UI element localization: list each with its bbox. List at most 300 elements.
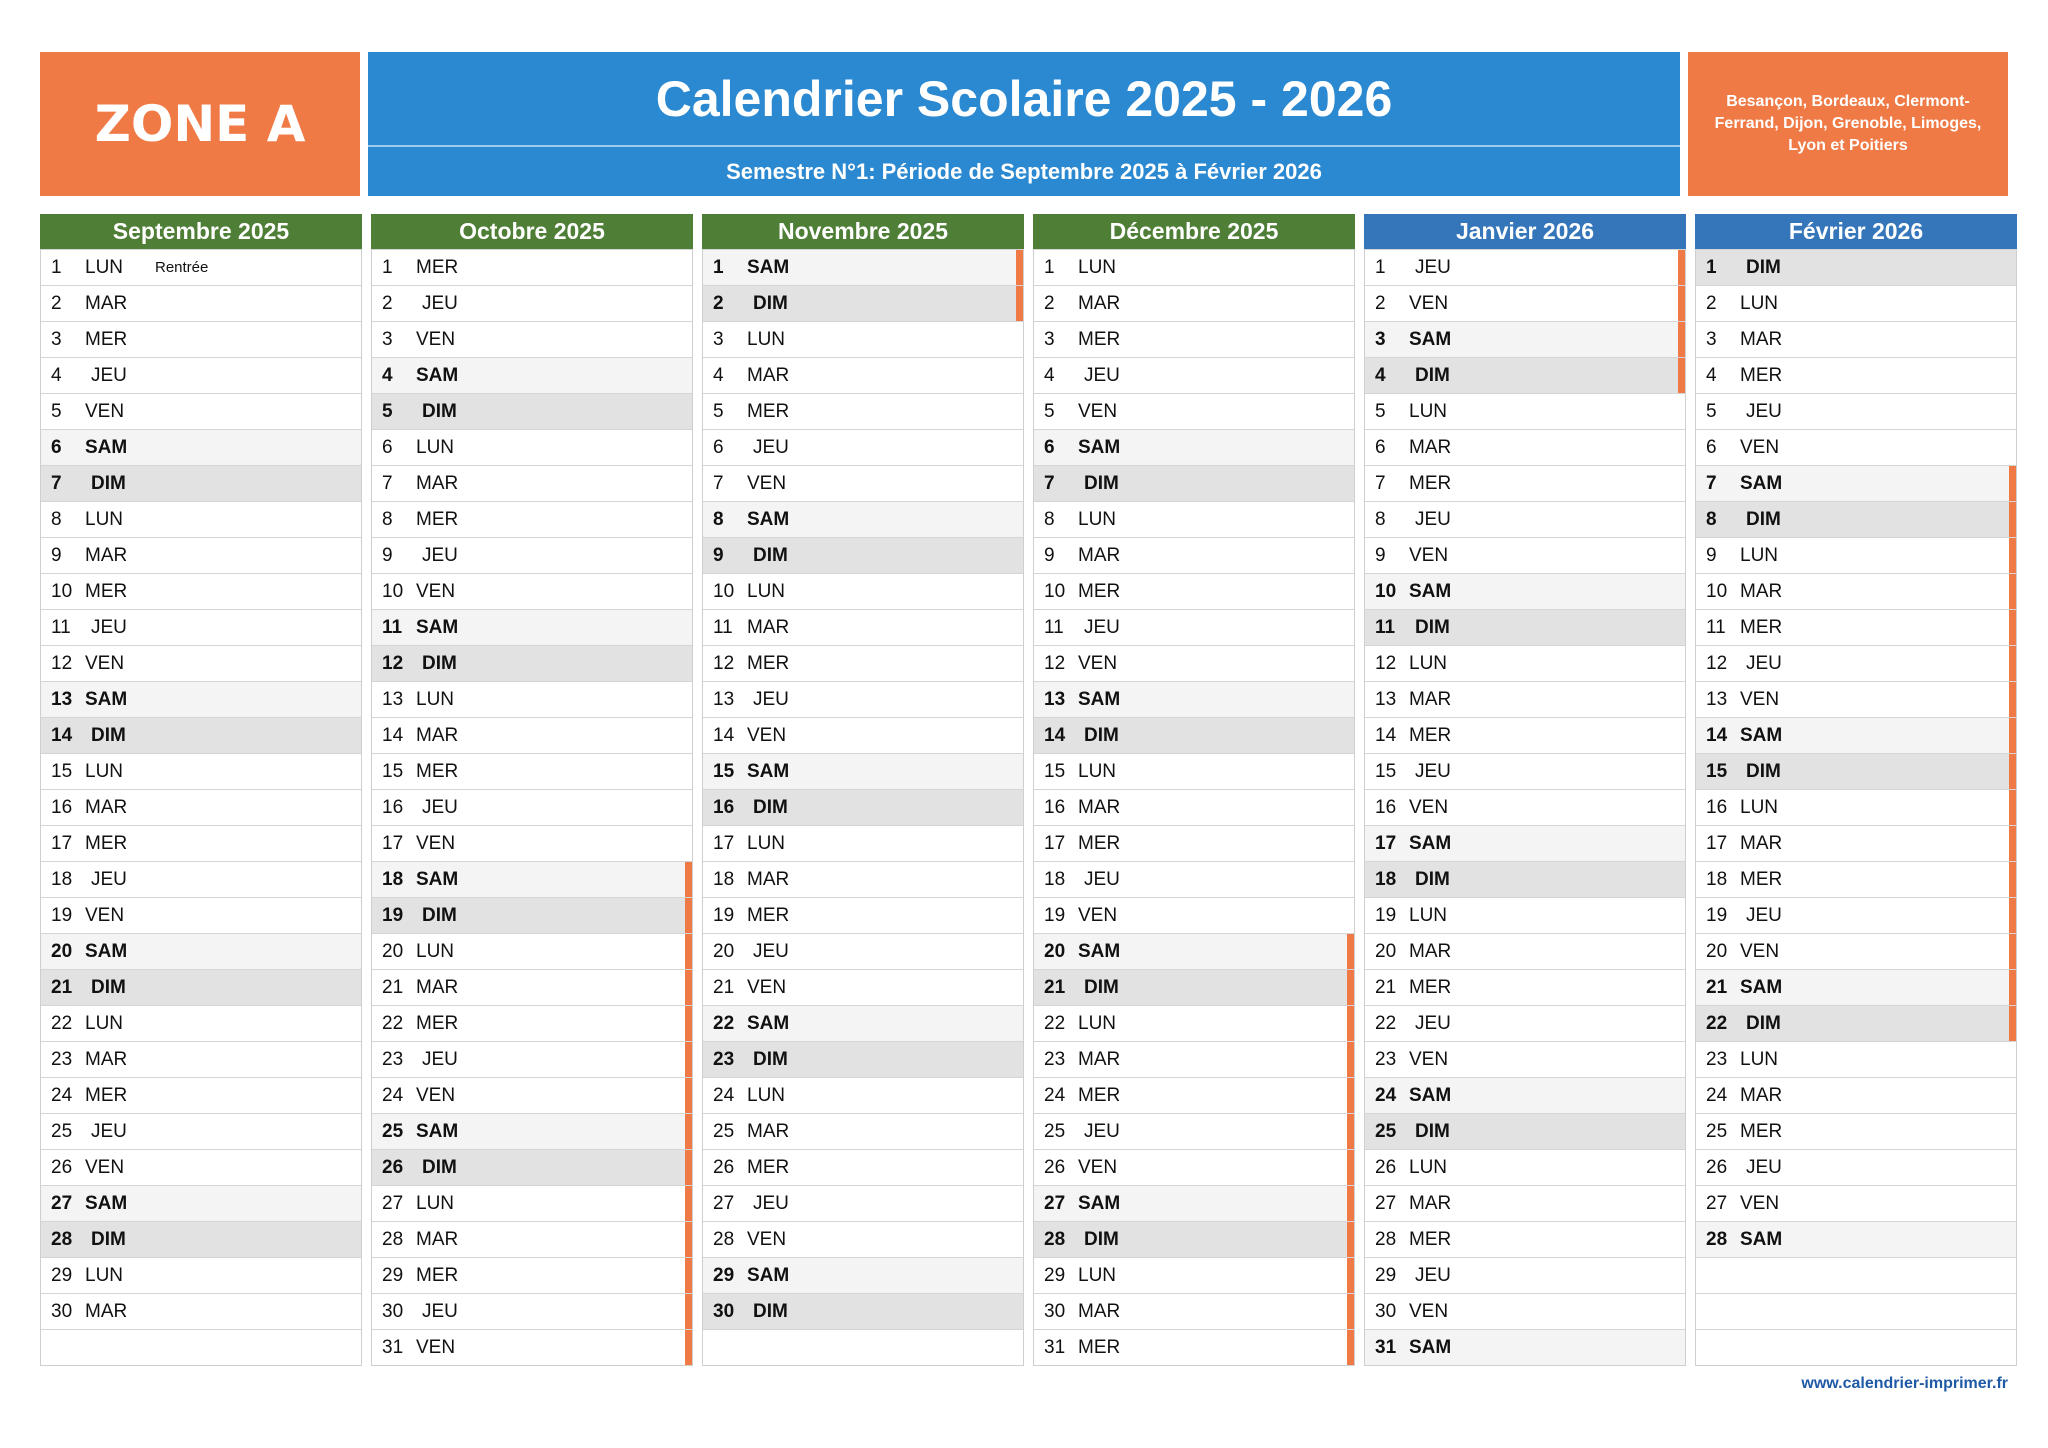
weekday-label: JEU: [422, 1300, 458, 1322]
day-number: 13: [51, 688, 73, 710]
weekday-label: MAR: [1740, 1084, 1783, 1106]
day-row: [1034, 681, 1354, 717]
day-number: 30: [51, 1300, 73, 1322]
day-row: [1696, 465, 2016, 501]
weekday-label: JEU: [753, 1192, 789, 1214]
day-row: [41, 681, 361, 717]
day-row: [1365, 1005, 1685, 1041]
day-number: 11: [382, 616, 403, 638]
weekday-label: SAM: [85, 1192, 128, 1214]
day-row: [1365, 537, 1685, 573]
day-row: [703, 1005, 1023, 1041]
weekday-label: JEU: [1084, 868, 1120, 890]
month-header: Octobre 2025: [371, 214, 693, 249]
day-row: [1696, 1149, 2016, 1185]
day-number: 1: [1044, 256, 1055, 278]
weekday-label: MER: [1078, 832, 1121, 854]
weekday-label: LUN: [1078, 256, 1117, 278]
day-number: 7: [51, 472, 62, 494]
weekday-label: VEN: [1740, 688, 1780, 710]
weekday-label: SAM: [85, 940, 128, 962]
weekday-label: MER: [85, 832, 128, 854]
holiday-marker: [2009, 898, 2016, 933]
weekday-label: MER: [1740, 364, 1783, 386]
day-row: [1696, 717, 2016, 753]
holiday-marker: [685, 898, 692, 933]
day-number: 16: [382, 796, 404, 818]
day-row: [1696, 933, 2016, 969]
day-number: 18: [382, 868, 404, 890]
day-row: [372, 357, 692, 393]
day-row: [1034, 393, 1354, 429]
day-row: [1365, 321, 1685, 357]
day-number: 30: [1375, 1300, 1397, 1322]
day-row: [1365, 717, 1685, 753]
page-title: Calendrier Scolaire 2025 - 2026: [655, 70, 1393, 127]
weekday-label: VEN: [1409, 1048, 1449, 1070]
month-column: [702, 214, 1024, 1366]
weekday-label: VEN: [1409, 1300, 1449, 1322]
day-row: [703, 1149, 1023, 1185]
day-number: 21: [1706, 976, 1728, 998]
day-row: [1696, 753, 2016, 789]
day-row: [1034, 861, 1354, 897]
empty-row: [1696, 1293, 2016, 1329]
weekday-label: MER: [1740, 616, 1783, 638]
weekday-label: VEN: [747, 724, 787, 746]
day-row: [41, 1149, 361, 1185]
weekday-label: LUN: [747, 580, 786, 602]
holiday-marker: [1678, 358, 1685, 393]
day-row: [1034, 537, 1354, 573]
holiday-marker: [685, 1294, 692, 1329]
holiday-marker: [685, 1150, 692, 1185]
day-number: 5: [713, 400, 724, 422]
weekday-label: MER: [747, 1156, 790, 1178]
day-number: 31: [382, 1336, 404, 1358]
day-number: 9: [382, 544, 393, 566]
weekday-label: MAR: [1409, 436, 1452, 458]
day-number: 1: [1706, 256, 1717, 278]
day-number: 19: [1044, 904, 1066, 926]
holiday-marker: [2009, 862, 2016, 897]
day-number: 25: [1375, 1120, 1397, 1142]
day-number: 29: [51, 1264, 73, 1286]
day-row: [372, 897, 692, 933]
weekday-label: LUN: [747, 1084, 786, 1106]
day-number: 30: [382, 1300, 404, 1322]
day-number: 10: [382, 580, 404, 602]
day-row: [372, 825, 692, 861]
weekday-label: MER: [1409, 976, 1452, 998]
weekday-label: JEU: [1084, 1120, 1120, 1142]
day-row: [1696, 1185, 2016, 1221]
day-row: [1034, 501, 1354, 537]
day-row: [372, 573, 692, 609]
weekday-label: SAM: [1409, 328, 1452, 350]
day-row: [1696, 429, 2016, 465]
holiday-marker: [2009, 826, 2016, 861]
weekday-label: MER: [85, 1084, 128, 1106]
weekday-label: LUN: [747, 328, 786, 350]
day-number: 24: [382, 1084, 404, 1106]
day-number: 30: [1044, 1300, 1066, 1322]
day-number: 21: [51, 976, 73, 998]
day-number: 23: [1044, 1048, 1066, 1070]
weekday-label: DIM: [91, 724, 126, 746]
day-row: [1034, 753, 1354, 789]
day-row: [703, 357, 1023, 393]
holiday-marker: [2009, 970, 2016, 1005]
day-row: [41, 825, 361, 861]
day-number: 14: [1706, 724, 1728, 746]
day-row: [703, 1077, 1023, 1113]
day-row: [1696, 1077, 2016, 1113]
day-row: [1034, 429, 1354, 465]
day-number: 19: [1375, 904, 1397, 926]
day-number: 18: [51, 868, 73, 890]
day-row: [372, 1221, 692, 1257]
day-row: [41, 1185, 361, 1221]
weekday-label: DIM: [1415, 616, 1450, 638]
month-column: [1033, 214, 1355, 1366]
day-row: [703, 717, 1023, 753]
day-number: 10: [713, 580, 735, 602]
day-number: 9: [713, 544, 724, 566]
day-number: 16: [1044, 796, 1066, 818]
day-number: 13: [1706, 688, 1728, 710]
weekday-label: MAR: [85, 796, 128, 818]
day-number: 22: [51, 1012, 73, 1034]
weekday-label: DIM: [422, 652, 457, 674]
day-row: [1034, 897, 1354, 933]
weekday-label: DIM: [753, 292, 788, 314]
weekday-label: MAR: [1078, 1300, 1121, 1322]
day-row: [1696, 645, 2016, 681]
day-row: [41, 429, 361, 465]
weekday-label: SAM: [85, 436, 128, 458]
day-number: 21: [1044, 976, 1066, 998]
weekday-label: MAR: [1409, 1192, 1452, 1214]
day-row: [703, 609, 1023, 645]
weekday-label: DIM: [1746, 256, 1781, 278]
weekday-label: JEU: [422, 796, 458, 818]
weekday-label: LUN: [747, 832, 786, 854]
day-number: 11: [1044, 616, 1064, 638]
day-row: [1034, 1077, 1354, 1113]
day-number: 5: [382, 400, 393, 422]
day-number: 12: [382, 652, 404, 674]
weekday-label: SAM: [416, 1120, 459, 1142]
day-row: [372, 1149, 692, 1185]
empty-row: [1696, 1329, 2016, 1365]
day-number: 31: [1375, 1336, 1397, 1358]
weekday-label: SAM: [1409, 832, 1452, 854]
weekday-label: LUN: [1078, 1012, 1117, 1034]
day-number: 22: [1044, 1012, 1066, 1034]
weekday-label: SAM: [416, 868, 459, 890]
weekday-label: VEN: [85, 1156, 125, 1178]
day-row: [703, 285, 1023, 321]
weekday-label: DIM: [422, 1156, 457, 1178]
day-number: 3: [1375, 328, 1386, 350]
day-row: [1696, 609, 2016, 645]
weekday-label: MAR: [1740, 832, 1783, 854]
day-number: 17: [713, 832, 735, 854]
cities-list: Besançon, Bordeaux, Clermont-Ferrand, Dijon, Grenoble, Limoges, Lyon et Poitiers: [1688, 52, 2008, 196]
day-row: [41, 1221, 361, 1257]
day-number: 12: [1706, 652, 1728, 674]
holiday-marker: [685, 1222, 692, 1257]
weekday-label: SAM: [747, 760, 790, 782]
day-row: [703, 645, 1023, 681]
weekday-label: JEU: [1746, 652, 1782, 674]
day-number: 8: [1375, 508, 1386, 530]
day-row: [703, 1293, 1023, 1329]
day-number: 7: [713, 472, 724, 494]
weekday-label: VEN: [1740, 940, 1780, 962]
day-row: [703, 933, 1023, 969]
day-number: 23: [1706, 1048, 1728, 1070]
day-number: 20: [51, 940, 73, 962]
weekday-label: SAM: [1409, 580, 1452, 602]
weekday-label: VEN: [85, 400, 125, 422]
weekday-label: DIM: [753, 796, 788, 818]
day-number: 2: [382, 292, 393, 314]
day-number: 23: [1375, 1048, 1397, 1070]
weekday-label: MAR: [85, 1300, 128, 1322]
day-row: [703, 753, 1023, 789]
day-row: [372, 1005, 692, 1041]
day-number: 4: [1375, 364, 1386, 386]
weekday-label: MAR: [1078, 544, 1121, 566]
day-row: [41, 789, 361, 825]
weekday-label: LUN: [1740, 796, 1779, 818]
weekday-label: SAM: [1078, 688, 1121, 710]
day-number: 15: [1044, 760, 1066, 782]
day-number: 7: [1706, 472, 1717, 494]
day-number: 12: [51, 652, 73, 674]
weekday-label: LUN: [416, 436, 455, 458]
day-number: 31: [1044, 1336, 1066, 1358]
day-number: 1: [382, 256, 393, 278]
day-number: 9: [51, 544, 62, 566]
weekday-label: JEU: [1415, 1012, 1451, 1034]
day-row: [1696, 861, 2016, 897]
weekday-label: MER: [416, 1012, 459, 1034]
day-number: 4: [1044, 364, 1055, 386]
weekday-label: JEU: [1084, 616, 1120, 638]
weekday-label: VEN: [1740, 436, 1780, 458]
day-number: 27: [1706, 1192, 1728, 1214]
day-row: [1365, 573, 1685, 609]
day-number: 6: [1044, 436, 1055, 458]
weekday-label: SAM: [1409, 1336, 1452, 1358]
day-row: [703, 1113, 1023, 1149]
day-number: 2: [1375, 292, 1386, 314]
day-number: 15: [382, 760, 404, 782]
holiday-marker: [2009, 502, 2016, 537]
weekday-label: JEU: [753, 688, 789, 710]
day-number: 11: [51, 616, 71, 638]
day-row: [1365, 1041, 1685, 1077]
day-row: [372, 1257, 692, 1293]
holiday-marker: [1347, 1078, 1354, 1113]
weekday-label: VEN: [1409, 292, 1449, 314]
day-row: [1365, 969, 1685, 1005]
day-row: [1696, 501, 2016, 537]
day-number: 7: [382, 472, 393, 494]
weekday-label: DIM: [1415, 868, 1450, 890]
day-number: 10: [1375, 580, 1397, 602]
day-row: [703, 897, 1023, 933]
day-note: Rentrée: [155, 259, 209, 276]
day-number: 14: [1375, 724, 1397, 746]
weekday-label: DIM: [1084, 724, 1119, 746]
weekday-label: MAR: [1409, 688, 1452, 710]
day-row: [41, 897, 361, 933]
day-number: 4: [382, 364, 393, 386]
weekday-label: LUN: [1078, 1264, 1117, 1286]
day-number: 5: [1044, 400, 1055, 422]
day-row: [1696, 285, 2016, 321]
holiday-marker: [1347, 1042, 1354, 1077]
day-row: [41, 717, 361, 753]
day-number: 19: [1706, 904, 1728, 926]
weekday-label: MAR: [747, 868, 790, 890]
weekday-label: LUN: [1740, 292, 1779, 314]
day-row: [372, 465, 692, 501]
day-row: [1034, 357, 1354, 393]
day-row: [1365, 1221, 1685, 1257]
day-row: [372, 789, 692, 825]
day-number: 28: [382, 1228, 404, 1250]
day-number: 19: [713, 904, 735, 926]
day-row: [1696, 1005, 2016, 1041]
day-number: 17: [382, 832, 404, 854]
day-number: 15: [1375, 760, 1397, 782]
holiday-marker: [2009, 934, 2016, 969]
day-number: 25: [713, 1120, 735, 1142]
day-number: 11: [1706, 616, 1726, 638]
day-row: [41, 933, 361, 969]
day-number: 13: [382, 688, 404, 710]
day-row: [41, 501, 361, 537]
holiday-marker: [1347, 1294, 1354, 1329]
day-number: 26: [1706, 1156, 1728, 1178]
weekday-label: MER: [85, 328, 128, 350]
day-row: [1365, 393, 1685, 429]
day-number: 30: [713, 1300, 735, 1322]
weekday-label: SAM: [1740, 472, 1783, 494]
day-row: [372, 861, 692, 897]
day-row: [1365, 501, 1685, 537]
holiday-marker: [685, 1330, 692, 1365]
website-footer[interactable]: www.calendrier-imprimer.fr: [1801, 1375, 2008, 1392]
holiday-marker: [1347, 1330, 1354, 1365]
day-number: 27: [1044, 1192, 1066, 1214]
weekday-label: DIM: [91, 472, 126, 494]
weekday-label: SAM: [1078, 940, 1121, 962]
day-number: 18: [1706, 868, 1728, 890]
day-number: 28: [1044, 1228, 1066, 1250]
holiday-marker: [685, 1258, 692, 1293]
month-column: [371, 214, 693, 1366]
weekday-label: VEN: [1078, 1156, 1118, 1178]
day-number: 3: [1044, 328, 1055, 350]
day-row: [1365, 1329, 1685, 1365]
day-row: [372, 933, 692, 969]
weekday-label: VEN: [85, 904, 125, 926]
holiday-marker: [685, 934, 692, 969]
day-row: [1034, 1149, 1354, 1185]
day-number: 26: [51, 1156, 73, 1178]
holiday-marker: [2009, 1006, 2016, 1041]
day-number: 1: [51, 256, 62, 278]
weekday-label: LUN: [85, 760, 124, 782]
day-row: [41, 321, 361, 357]
month-column: [1364, 214, 1686, 1366]
day-row: [1034, 1185, 1354, 1221]
page-subtitle: Semestre N°1: Période de Septembre 2025 à Février 2026: [726, 158, 1322, 184]
empty-row: [41, 1329, 361, 1365]
weekday-label: VEN: [1078, 904, 1118, 926]
day-number: 2: [1706, 292, 1717, 314]
weekday-label: MAR: [747, 616, 790, 638]
holiday-marker: [685, 1042, 692, 1077]
day-number: 29: [382, 1264, 404, 1286]
day-number: 21: [713, 976, 735, 998]
weekday-label: LUN: [1409, 1156, 1448, 1178]
empty-row: [1696, 1257, 2016, 1293]
holiday-marker: [1347, 934, 1354, 969]
day-row: [372, 321, 692, 357]
weekday-label: DIM: [1746, 1012, 1781, 1034]
weekday-label: DIM: [91, 976, 126, 998]
day-row: [1696, 681, 2016, 717]
day-row: [1034, 645, 1354, 681]
day-row: [1034, 1041, 1354, 1077]
weekday-label: JEU: [753, 436, 789, 458]
month-header: Février 2026: [1695, 214, 2017, 249]
day-number: 27: [51, 1192, 73, 1214]
holiday-marker: [2009, 718, 2016, 753]
day-number: 22: [713, 1012, 735, 1034]
day-row: [1034, 1113, 1354, 1149]
weekday-label: VEN: [1740, 1192, 1780, 1214]
day-number: 19: [382, 904, 404, 926]
day-number: 4: [713, 364, 724, 386]
weekday-label: VEN: [416, 1084, 456, 1106]
weekday-label: SAM: [1740, 976, 1783, 998]
day-row: [1365, 1113, 1685, 1149]
day-number: 25: [51, 1120, 73, 1142]
day-row: [703, 573, 1023, 609]
day-number: 6: [51, 436, 62, 458]
day-number: 28: [713, 1228, 735, 1250]
day-row: [703, 789, 1023, 825]
day-number: 26: [382, 1156, 404, 1178]
day-row: [1034, 609, 1354, 645]
weekday-label: VEN: [416, 328, 456, 350]
day-row: [372, 537, 692, 573]
weekday-label: JEU: [1415, 256, 1451, 278]
weekday-label: SAM: [85, 688, 128, 710]
holiday-marker: [1347, 1114, 1354, 1149]
month-header: Novembre 2025: [702, 214, 1024, 249]
weekday-label: JEU: [91, 1120, 127, 1142]
weekday-label: MAR: [416, 472, 459, 494]
